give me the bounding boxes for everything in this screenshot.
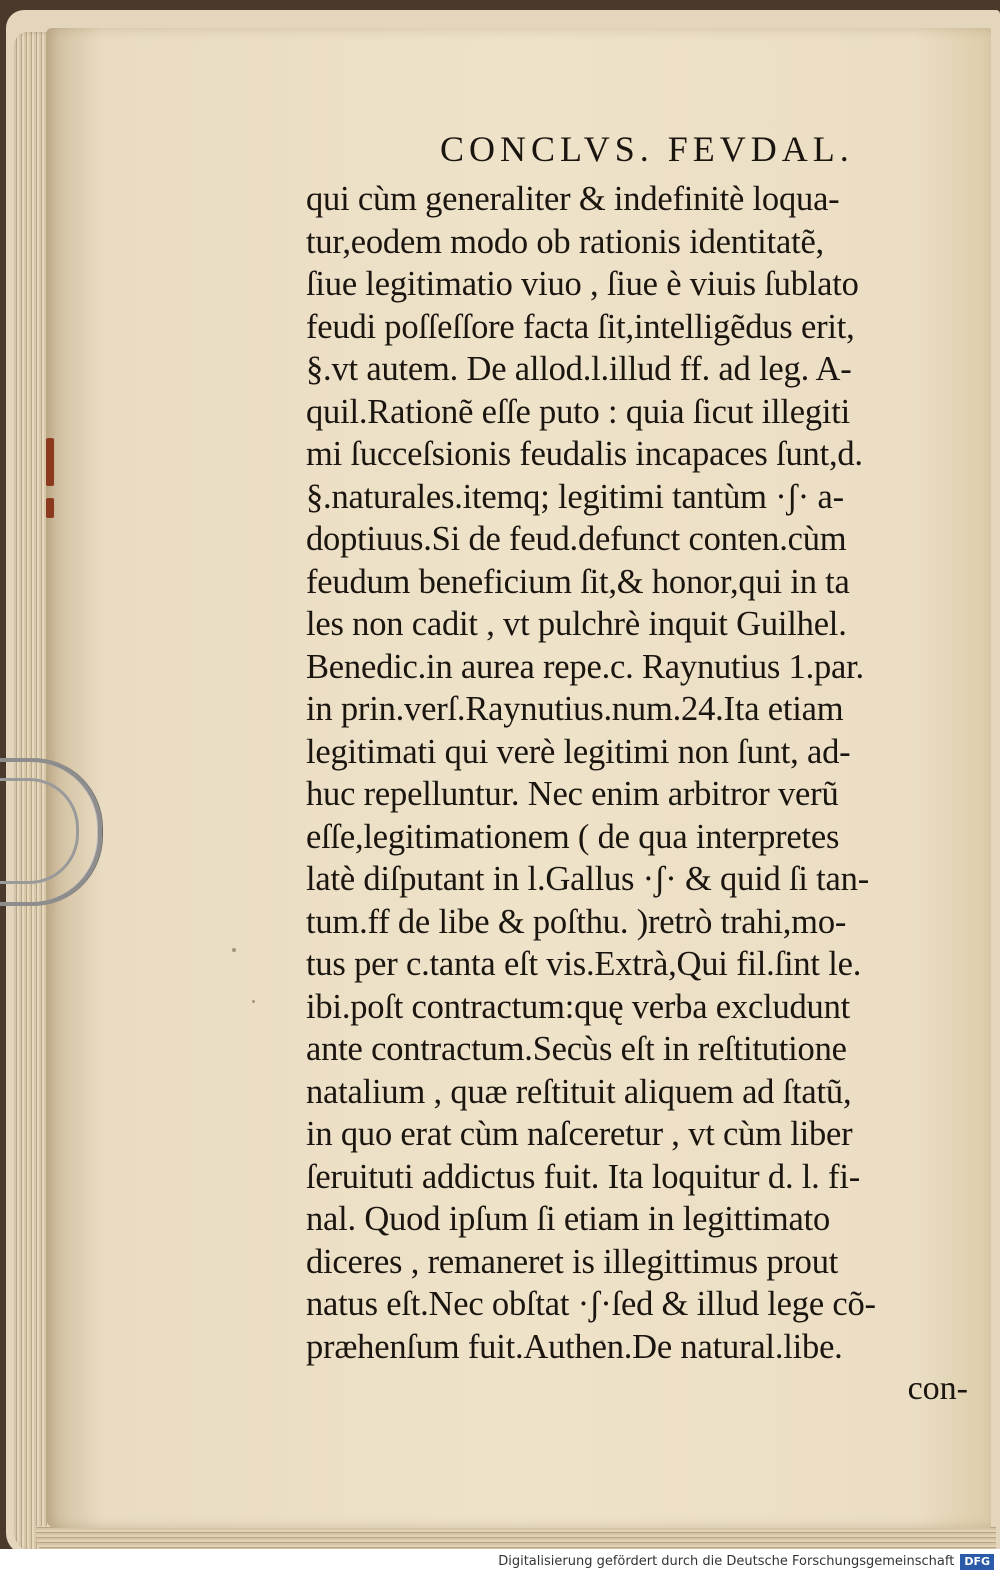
text-line: feudi poſſeſſore facta ſit,intelligẽdus erit, [306,307,855,346]
text-line: in quo erat cùm naſceretur , vt cùm liber [306,1115,853,1153]
spine-mark [46,438,54,486]
text-line: natalium , quæ reſtituit aliquem ad ſtatũ, [306,1072,852,1111]
text-line: Benedic.in aurea repe.c. Raynutius 1.par. [306,647,864,686]
text-line: eſſe,legitimationem ( de qua interpretes [306,817,840,856]
text-lines [306,178,986,1368]
text-line: §.naturales.itemq; legitimi tantùm ·ʃ· a- [306,477,844,516]
text-line: ſiue legitimatio viuo , ſiue è viuis ſublato [306,265,859,303]
text-line: tur,eodem modo ob rationis identitatẽ, [306,222,824,261]
text-line: nal. Quod ipſum ſi etiam in legittimato [306,1200,831,1238]
text-line: doptiuus.Si de feud.defunct conten.cùm [306,520,847,558]
digitization-footer [0,1549,1000,1575]
text-line: diceres , remaneret is illegittimus prout [306,1242,839,1281]
text-line: qui cùm generaliter & indefinitè loqua- [306,180,840,218]
text-line: ibi.poſt contractum:quę verba excludunt [306,987,851,1026]
text-line: feudum beneficium ſit,& honor,qui in ta [306,562,850,601]
text-line: les non cadit , vt pulchrè inquit Guilhel. [306,605,847,643]
text-line: §.vt autem. De allod.l.illud ff. ad leg. A- [306,350,852,388]
text-line: natus eſt.Nec obſtat ·ʃ·ſed & illud lege cõ- [306,1285,876,1323]
text-line: præhenſum fuit.Authen.De natural.libe. [306,1327,843,1366]
dfg-logo: DFG [960,1554,994,1570]
catchword: con- [907,1370,968,1407]
page-text-block [306,126,986,1410]
text-line: latè diſputant in l.Gallus ·ʃ· & quid ſi tan- [306,860,870,898]
text-line: in prin.verſ.Raynutius.num.24.Ita etiam [306,690,844,728]
text-line: tus per c.tanta eſt vis.Extrà,Qui fil.ſint le. [306,945,862,983]
text-line: mi ſucceſsionis feudalis incapaces ſunt,d. [306,435,863,473]
running-head: CONCLVS. FEVDAL. [440,129,854,169]
text-line: quil.Rationẽ eſſe puto : quia ſicut illegiti [306,392,851,431]
text-line: tum.ff de libe & poſthu. )retrò trahi,mo- [306,902,847,941]
ink-speck [252,1000,255,1003]
text-line: huc repelluntur. Nec enim arbitror verũ [306,775,839,813]
text-line: ſeruituti addictus fuit. Ita loquitur d. l. fi- [306,1157,860,1196]
ink-speck [232,948,236,952]
footer-credit: Digitalisierung gefördert durch die Deutsche Forschungsgemeinschaft [498,1554,955,1569]
text-line: ante contractum.Secùs eſt in reſtitutione [306,1030,847,1068]
text-line: legitimati qui verè legitimi non ſunt, ad- [306,732,851,771]
spine-mark [46,498,54,518]
